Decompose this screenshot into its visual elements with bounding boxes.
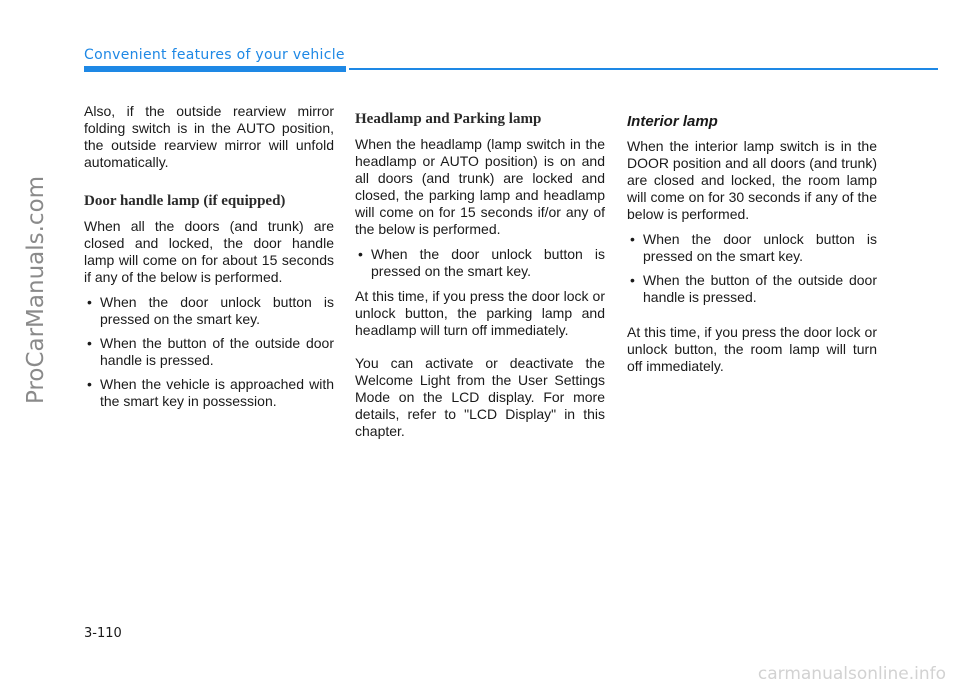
- column-1: [84, 103, 334, 418]
- header-accent-bar: [84, 66, 346, 72]
- side-watermark: [6, 110, 66, 470]
- interior-lamp-paragraph: When the interior lamp switch is in the DOOR position and all doors (and trunk) are closed and locked, the room lamp will come on for 30 seconds if any of the below is performed.: [627, 138, 877, 222]
- list-item: • When the vehicle is approached with the smart key in possession.: [84, 376, 334, 410]
- list-item: • When the button of the outside door handle is pressed.: [84, 335, 334, 369]
- list-item: • When the door unlock button is pressed on the smart key.: [627, 231, 877, 265]
- list-item: • When the button of the outside door handle is pressed.: [627, 272, 877, 306]
- headlamp-parking-lamp-heading: Headlamp and Parking lamp: [355, 111, 542, 127]
- column-2: [355, 111, 605, 448]
- headlamp-paragraph: When the headlamp (lamp switch in the headlamp or AUTO position) is on and all doors (and trunk) are locked and closed, the parking lamp and headlamp will come on for 15 seconds if/or any of the below is performed.: [355, 136, 605, 237]
- mirror-unfold-paragraph: Also, if the outside rearview mirror folding switch is in the AUTO position, the outside rearview mirror will unfold automatically.: [84, 103, 334, 170]
- headlamp-turn-off-paragraph: At this time, if you press the door lock or unlock button, the parking lamp and headlamp will turn off immediately.: [355, 288, 605, 338]
- door-handle-lamp-list: [84, 294, 334, 410]
- interior-lamp-list: [627, 231, 877, 306]
- interior-lamp-heading: Interior lamp: [627, 113, 718, 130]
- column-3: [627, 103, 877, 383]
- door-handle-lamp-paragraph: When all the doors (and trunk) are closed and locked, the door handle lamp will come on for about 15 seconds if any of the below is performed.: [84, 218, 334, 285]
- welcome-light-paragraph: You can activate or deactivate the Welcome Light from the User Settings Mode on the LCD display. For more details, refer to "LCD Display" in this chapter.: [355, 355, 605, 439]
- list-item: • When the door unlock button is pressed on the smart key.: [84, 294, 334, 328]
- side-watermark-text: ProCarManuals.com: [23, 175, 49, 405]
- bottom-watermark: carmanualsonline.info: [757, 664, 946, 684]
- door-handle-lamp-heading: Door handle lamp (if equipped): [84, 193, 286, 209]
- section-header-title: Convenient features of your vehicle: [84, 47, 345, 63]
- list-item: • When the door unlock button is pressed on the smart key.: [355, 246, 605, 280]
- page-number: 3-110: [84, 626, 122, 641]
- header-rule-line: [349, 68, 938, 70]
- headlamp-list: [355, 246, 605, 280]
- room-lamp-turn-off-paragraph: At this time, if you press the door lock or unlock button, the room lamp will turn off immediately.: [627, 324, 877, 374]
